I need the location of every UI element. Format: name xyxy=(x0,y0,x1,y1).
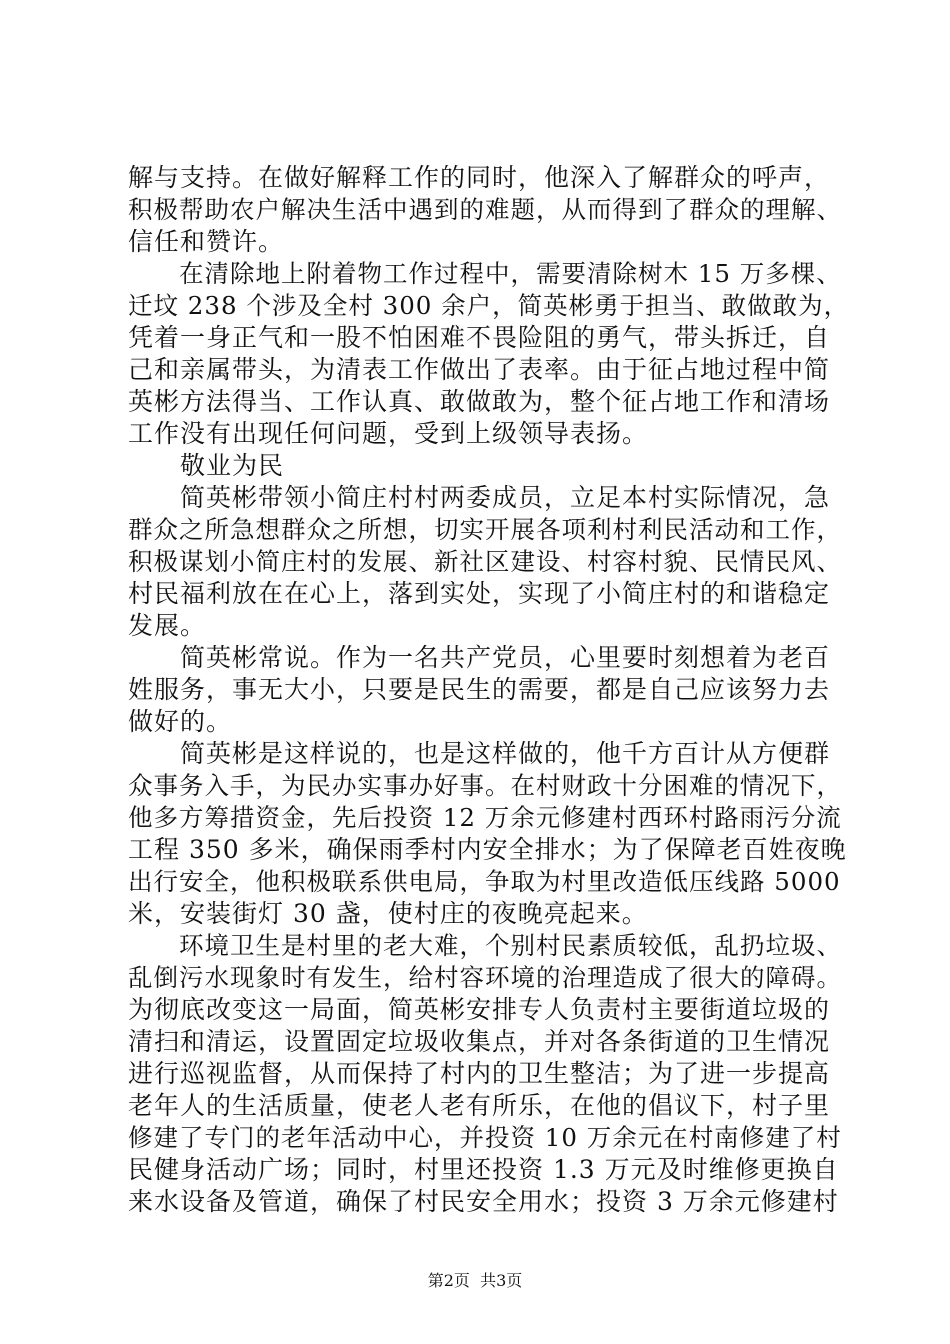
text-line: 在清除地上附着物工作过程中，需要清除树木 15 万多棵、 xyxy=(128,259,842,288)
text-line: 清扫和清运，设置固定垃圾收集点，并对各条街道的卫生情况 xyxy=(128,1027,831,1056)
text-line: 凭着一身正气和一股不怕困难不畏险阻的勇气，带头拆迁，自 xyxy=(128,323,831,352)
text-line: 环境卫生是村里的老大难，个别村民素质较低，乱扔垃圾、 xyxy=(128,931,842,960)
text-line: 工作没有出现任何问题，受到上级领导表扬。 xyxy=(128,419,649,448)
text-line: 乱倒污水现象时有发生，给村容环境的治理造成了很大的障碍。 xyxy=(128,963,842,992)
text-line: 发展。 xyxy=(128,611,207,640)
text-line: 出行安全，他积极联系供电局，争取为村里改造低压线路 5000 xyxy=(128,867,841,896)
text-line: 己和亲属带头，为清表工作做出了表率。由于征占地过程中简 xyxy=(128,355,831,384)
text-line: 众事务入手，为民办实事办好事。在村财政十分困难的情况下， xyxy=(128,771,842,800)
text-line: 简英彬带领小简庄村村两委成员，立足本村实际情况，急 xyxy=(128,483,831,512)
text-line: 工程 350 多米，确保雨季村内安全排水；为了保障老百姓夜晚 xyxy=(128,835,847,864)
text-line: 迁坟 238 个涉及全村 300 余户，简英彬勇于担当、敢做敢为， xyxy=(128,291,850,320)
text-line: 他多方筹措资金，先后投资 12 万余元修建村西环村路雨污分流 xyxy=(128,803,842,832)
text-line: 为彻底改变这一局面，简英彬安排专人负责村主要街道垃圾的 xyxy=(128,995,831,1024)
text-line: 积极谋划小简庄村的发展、新社区建设、村容村貌、民情民风、 xyxy=(128,547,842,576)
text-line: 做好的。 xyxy=(128,707,233,736)
text-line: 进行巡视监督，从而保持了村内的卫生整洁；为了进一步提高 xyxy=(128,1059,831,1088)
text-line: 修建了专门的老年活动中心，并投资 10 万余元在村南修建了村 xyxy=(128,1123,842,1152)
text-line: 老年人的生活质量，使老人老有所乐，在他的倡议下，村子里 xyxy=(128,1091,831,1120)
text-line: 英彬方法得当、工作认真、敢做敢为，整个征占地工作和清场 xyxy=(128,387,831,416)
text-line: 姓服务，事无大小，只要是民生的需要，都是自己应该努力去 xyxy=(128,675,831,704)
text-line: 村民福利放在在心上，落到实处，实现了小简庄村的和谐稳定 xyxy=(128,579,831,608)
text-line: 米，安装街灯 30 盏，使村庄的夜晚亮起来。 xyxy=(128,899,648,928)
text-line: 解与支持。在做好解释工作的同时，他深入了解群众的呼声， xyxy=(128,163,831,192)
text-line: 信任和赞许。 xyxy=(128,227,285,256)
text-line: 简英彬是这样说的，也是这样做的，他千方百计从方便群 xyxy=(128,739,831,768)
document-body xyxy=(128,162,848,1218)
text-line: 积极帮助农户解决生活中遇到的难题，从而得到了群众的理解、 xyxy=(128,195,842,224)
text-line: 民健身活动广场；同时，村里还投资 1.3 万元及时维修更换自 xyxy=(128,1155,839,1184)
text-line: 来水设备及管道，确保了村民安全用水；投资 3 万余元修建村 xyxy=(128,1187,839,1216)
text-line: 群众之所急想群众之所想，切实开展各项利村利民活动和工作， xyxy=(128,515,842,544)
text-line: 简英彬常说。作为一名共产党员，心里要时刻想着为老百 xyxy=(128,643,831,672)
page-footer: 第2页 共3页 xyxy=(427,1271,523,1290)
text-line: 敬业为民 xyxy=(128,451,285,480)
